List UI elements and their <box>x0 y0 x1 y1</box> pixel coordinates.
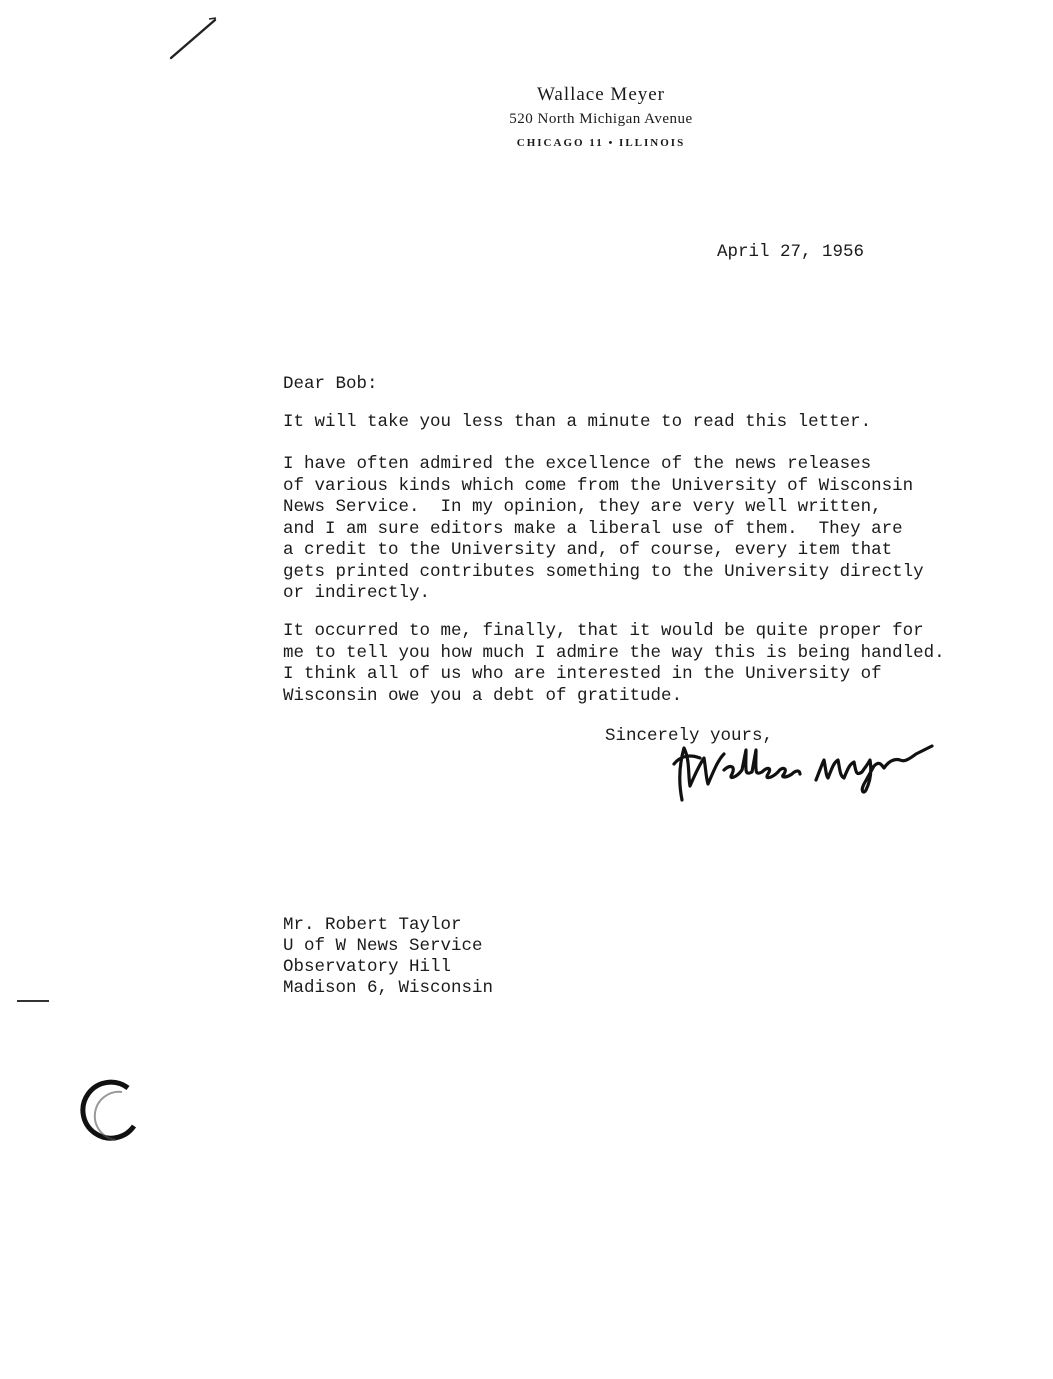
letterhead-city: CHICAGO 11 • ILLINOIS <box>516 137 686 149</box>
paragraph-line: me to tell you how much I admire the way this is being handled. <box>283 642 945 663</box>
pencil-checkmark <box>165 14 225 64</box>
salutation: Dear Bob: <box>283 374 378 394</box>
paragraph-line: of various kinds which come from the University of Wisconsin <box>283 475 914 496</box>
recipient-address <box>283 915 493 999</box>
paragraph-line: I have often admired the excellence of the news releases <box>283 454 872 474</box>
paragraph-line: gets printed contributes something to the University directly <box>283 561 924 582</box>
recipient-line: Madison 6, Wisconsin <box>283 978 494 998</box>
paragraph-line: News Service. In my opinion, they are very well written, <box>283 497 882 517</box>
handwritten-signature <box>660 720 940 810</box>
letterhead <box>470 82 732 156</box>
paragraph-line: It occurred to me, finally, that it would be quite proper for <box>283 621 924 641</box>
edge-dash-mark <box>15 996 55 1006</box>
paragraph-line: I think all of us who are interested in the University of <box>283 664 882 684</box>
punch-hole-mark <box>76 1078 148 1148</box>
paragraph-1 <box>283 412 963 434</box>
paragraph-line: a credit to the University and, of course, every item that <box>283 540 893 560</box>
paragraph-line: It will take you less than a minute to read this letter. <box>283 412 872 432</box>
letterhead-street: 520 North Michigan Avenue <box>509 111 693 127</box>
paragraph-line: and I am sure editors make a liberal use of them. They are <box>283 518 903 539</box>
letterhead-name: Wallace Meyer <box>536 84 666 105</box>
recipient-line: Mr. Robert Taylor <box>283 915 462 935</box>
closing: Sincerely yours, <box>605 726 774 746</box>
paragraph-3 <box>283 621 963 707</box>
recipient-line: U of W News Service <box>283 936 483 956</box>
letter-date: April 27, 1956 <box>717 242 865 262</box>
paragraph-line: Wisconsin owe you a debt of gratitude. <box>283 685 683 706</box>
paragraph-2 <box>283 454 963 605</box>
recipient-line: Observatory Hill <box>283 957 452 977</box>
paragraph-line: or indirectly. <box>283 583 431 603</box>
